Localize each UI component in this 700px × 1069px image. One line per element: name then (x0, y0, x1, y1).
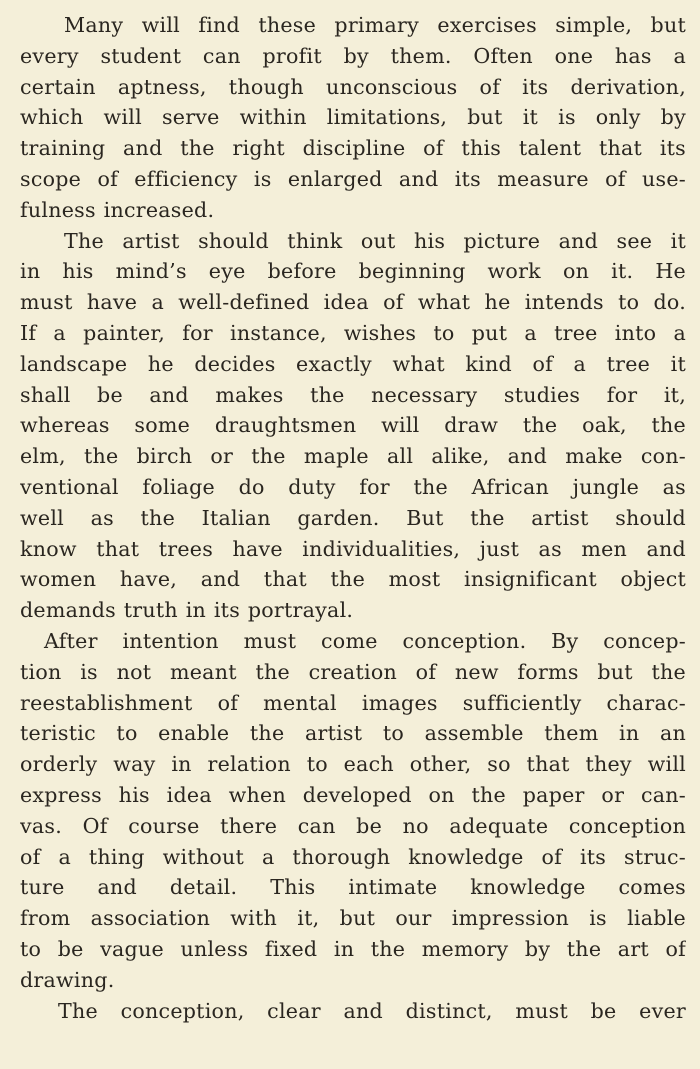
text-line: well as the Italian garden. But the artist should (20, 505, 686, 530)
text-line: teristic to enable the artist to assemble them in an (20, 721, 686, 746)
text-line: fulness increased. (20, 197, 215, 222)
text-line: in his mind’s eye before beginning work on it. He (20, 259, 686, 284)
paragraph-4 (20, 996, 686, 1027)
text-line: The artist should think out his picture and see it (64, 228, 686, 253)
text-line: The conception, clear and distinct, must be ever (58, 998, 686, 1023)
text-line: to be vague unless fixed in the memory by the art of (20, 936, 686, 961)
paragraph-3 (20, 626, 686, 996)
text-line: of a thing without a thorough knowledge of its struc- (20, 844, 686, 869)
text-line: vas. Of course there can be no adequate conception (20, 813, 686, 838)
text-line: landscape he decides exactly what kind of a tree it (20, 351, 686, 376)
text-line: reestablishment of mental images sufficiently charac- (20, 690, 686, 715)
text-line: certain aptness, though unconscious of its derivation, (20, 74, 686, 99)
text-line: which will serve within limitations, but it is only by (20, 105, 686, 130)
text-line: shall be and makes the necessary studies for it, (20, 382, 686, 407)
text-line: must have a well-defined idea of what he intends to do. (20, 290, 686, 315)
text-line: express his idea when developed on the paper or can- (20, 782, 686, 807)
text-line: After intention must come conception. By concep- (44, 628, 686, 653)
text-line: from association with it, but our impression is liable (20, 906, 686, 931)
text-line: Many will find these primary exercises simple, but (64, 13, 686, 37)
text-line: training and the right discipline of this talent that its (20, 136, 686, 161)
text-line: tion is not meant the creation of new forms but the (20, 659, 686, 684)
paragraph-2 (20, 226, 686, 626)
text-line: women have, and that the most insignificant object (20, 567, 686, 592)
text-line: ture and detail. This intimate knowledge comes (20, 875, 686, 900)
text-line: drawing. (20, 967, 115, 992)
text-line: scope of efficiency is enlarged and its measure of use- (20, 166, 686, 191)
text-line: demands truth in its portrayal. (20, 598, 354, 623)
paragraph-1 (20, 10, 686, 226)
text-line: If a painter, for instance, wishes to put a tree into a (20, 320, 686, 345)
text-line: whereas some draughtsmen will draw the oak, the (20, 413, 686, 438)
text-line: every student can profit by them. Often one has a (20, 43, 686, 68)
text-line: ventional foliage do duty for the African jungle as (20, 474, 686, 499)
text-line: orderly way in relation to each other, so that they will (20, 752, 686, 777)
text-line: know that trees have individualities, just as men and (20, 536, 686, 561)
text-line: elm, the birch or the maple all alike, and make con- (20, 444, 686, 469)
